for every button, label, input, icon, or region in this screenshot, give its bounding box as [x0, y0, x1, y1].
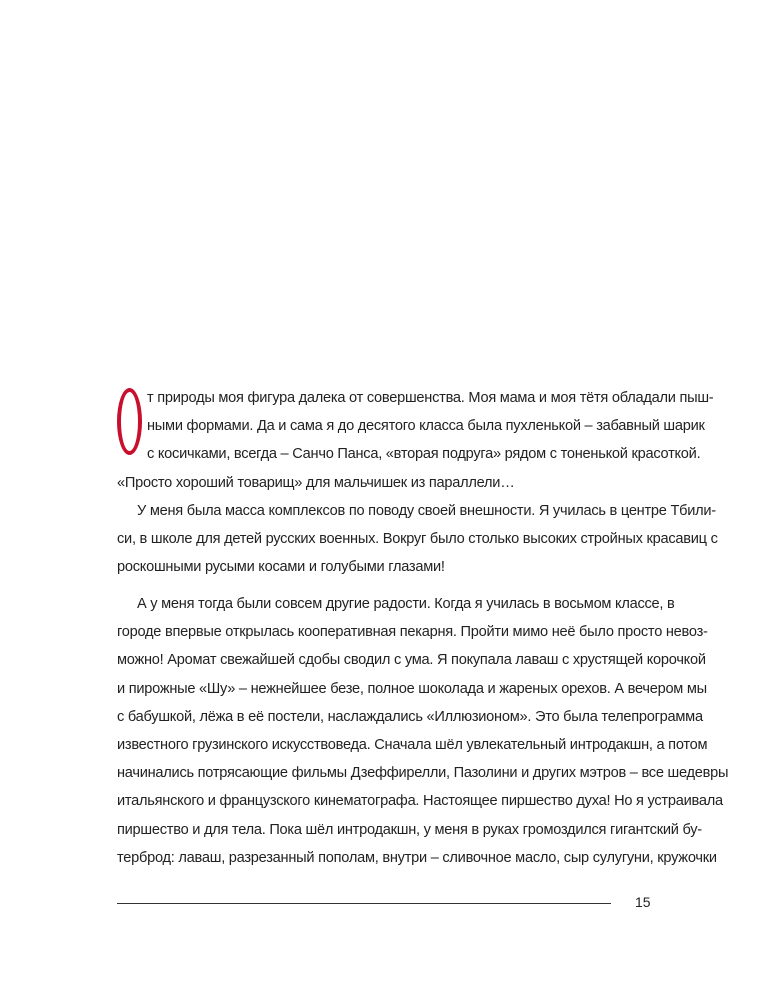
paragraph-1-line: «Просто хороший товарищ» для мальчишек из параллели… [117, 474, 515, 491]
paragraph-2-line: роскошными русыми косами и голубыми глазами! [117, 559, 445, 576]
paragraph-3-line: с бабушкой, лёжа в её постели, наслаждались «Иллюзионом». Это была телепрограмма [117, 708, 703, 725]
second-text-block [117, 590, 729, 872]
paragraph-3-line: можно! Аромат свежайшей сдобы сводил с ума. Я покупала лаваш с хрустящей корочкой [117, 652, 706, 669]
page-number: 15 [635, 894, 651, 910]
paragraph-1-line: с косичками, всегда – Санчо Панса, «вторая подруга» рядом с тоненькой красоткой. [147, 446, 701, 463]
paragraph-3-line: пиршество и для тела. Пока шёл интродакшн, у меня в руках громоздился гигантский бу- [117, 821, 702, 838]
dropcap-letter-o [117, 388, 142, 455]
paragraph-3-line: и пирожные «Шу» – нежнейшее безе, полное шоколада и жареных орехов. А вечером мы [117, 680, 707, 697]
paragraph-1-line: т природы моя фигура далека от совершенства. Моя мама и моя тётя обладали пыш- [147, 390, 714, 406]
paragraph-3-line: итальянского и французского кинематографа. Настоящее пиршество духа! Но я устраивала [117, 793, 723, 810]
paragraph-3-line: начинались потрясающие фильмы Дзеффирелли, Пазолини и других мэтров – все шедевры [117, 765, 729, 782]
footer-rule [117, 903, 611, 904]
paragraph-3-line: А у меня тогда были совсем другие радости. Когда я училась в восьмом классе, в [137, 596, 675, 612]
paragraph-3-line: городе впервые открылась кооперативная пекарня. Пройти мимо неё было просто невоз- [117, 624, 708, 641]
paragraph-3-line: известного грузинского искусствоведа. Сначала шёл увлекательный интродакшн, а потом [117, 736, 708, 753]
paragraph-3-line: терброд: лаваш, разрезанный пополам, внутри – сливочное масло, сыр сулугуни, кружочки [117, 849, 717, 866]
opening-text-block [117, 384, 718, 581]
paragraph-2-line: си, в школе для детей русских военных. Вокруг было столько высоких стройных красавиц с [117, 530, 718, 547]
paragraph-1-line: ными формами. Да и сама я до десятого класса была пухленькой – забавный шарик [147, 418, 705, 435]
paragraph-2-line: У меня была масса комплексов по поводу своей внешности. Я училась в центре Тбили- [137, 502, 716, 519]
